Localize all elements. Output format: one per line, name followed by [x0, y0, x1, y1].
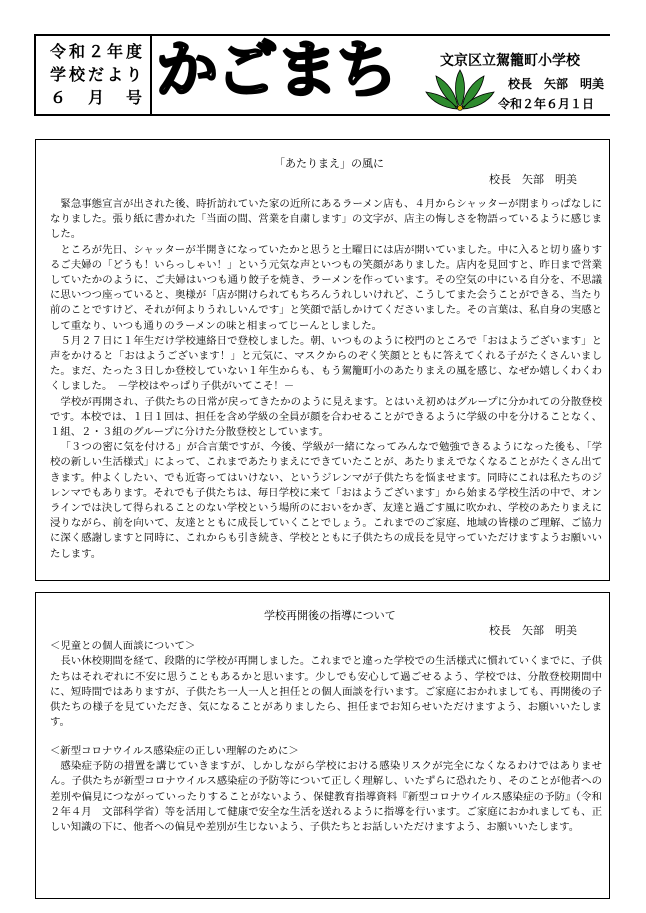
- article1-author: 校長 矢部 明美: [489, 173, 577, 186]
- article1-paragraph: 緊急事態宣言が出された後、時折訪れていた家の近所にあるラーメン店も、４月からシャッターが閉まりっぱなしになりました。張り紙に書かれた「当面の間、営業を自粛します」の文字が、店主の悔しさを物語っているように感じました。: [50, 198, 602, 241]
- section-text-covid: 感染症予防の措置を講じていきますが、しかしながら学校における感染リスクが完全になくなるわけではありません。子供たちが新型コロナウイルス感染症の予防等について正しく理解し、いたずらに恐れたり、そのことが他者への差別や偏見につながっていったりすることがないよう、保健教育指導資料『新型コロナウイルス感染症の予防』（令和２年４月 文部科学省）等を活用して健康で安全な生活を送れるように指導を行います。ご家庭におかれましても、正しい知識の下に、他者への偏見や差別が生じないよう、子供たちとお話しいただけますよう、お願いいたします。: [50, 760, 602, 834]
- header-bottom-rule: [152, 114, 610, 116]
- article1-title: 「あたりまえ」の風に: [274, 157, 384, 170]
- article2-author: 校長 矢部 明美: [489, 624, 577, 637]
- issue-date: 令和２年６月１日: [498, 97, 595, 111]
- article1-body: [50, 197, 602, 562]
- article2-body: [50, 639, 602, 836]
- section-heading-covid: ＜新型コロナウイルス感染症の正しい理解のために＞: [50, 744, 299, 757]
- article1-paragraph: ５月２７日に１年生だけ学校連絡日で登校しました。朝、いつものように校門のところで「おはようございます」と声をかけると「おはようございます！」と元気に、マスクからのぞく笑顔とともに答えてくれる子がたくさんいました。まだ、たった３日しか登校していない１年生からも、もう駕籠町小のあたりまえの風を感じ、なぜか嬉しくわくわくしました。 －学校はやっぱり子供がいてこそ！－: [50, 334, 602, 393]
- issue-box: [34, 34, 152, 116]
- article1-paragraph: 「３つの密に気を付ける」が合言葉ですが、今後、学級が一緒になってみんなで勉強できるようになった後も、「学校の新しい生活様式」によって、これまであたりまえにできていたことが、あたりまえでなくなることがたくさん出てきます。仲よくしたい、でも近寄ってはいけない、というジレンマが子供たちを悩ませます。同時にこれは私たちのジレンマでもあります。それでも子供たちは、毎日学校に来て「おはようございます」から始まる学校生活の中で、オンラインでは決して得られることのない学校という場所のにおいをかぎ、友達と過ごす風に吹かれ、学校のあたりまえに浸りながら、前を向いて、友達とともに成長していくことでしょう。これまでのご家庭、地域の皆様のご理解、ご協力に深く感謝しますと同時に、これからも引き続き、学校とともに子供たちの成長を見守っていただけますようお願いいたします。: [50, 441, 602, 560]
- issue-type: 学校だより: [50, 65, 146, 84]
- masthead-title: かごまち: [156, 33, 397, 106]
- article1-paragraph: ところが先日、シャッターが半開きになっていたかと思うと土曜日には店が開いていました。中に入ると切り盛りするご夫婦の「どうも！いらっしゃい！」という元気な声といつもの笑顔がありました。店内を見回すと、昨日まで営業していたかのように、ご夫婦はいつも通り餃子を焼き、ラーメンを作っています。その空気の中にいる自分を、不思議に思いつつ座っていると、奥様が「店が開けられてもちろんうれしいけれど、こうしてまた会うことができる、当たり前のことですけど、それが何よりうれしいんです」と笑顔で話しかけてくださいました。その言葉は、私自身の実感として重なり、いつも通りのラーメンの味と相まってじーんとしました。: [50, 243, 602, 332]
- article-school-reopening: [35, 592, 610, 899]
- section-heading-interview: ＜児童との個人面談について＞: [50, 640, 196, 652]
- article-atarimae: [35, 139, 610, 581]
- article1-paragraph: 学校が再開され、子供たちの日常が戻ってきたかのように見えます。とはいえ初めはグループに分かれての分散登校です。本校では、１日１回は、担任を含め学級の全員が顔を合わせることができるように学級の中を分けることなく、１組、２・３組のグループに分けた分散登校としています。: [50, 395, 602, 439]
- section-text-interview: 長い休校期間を経て、段階的に学校が再開しました。これまでと違った学校での生活様式に慣れていくまでに、子供たちはそれぞれに不安に思うこともあるかと思います。少しでも安心して過ごせるよう、学校では、分散登校期間中に、短時間ではありますが、子供たち一人一人と担任との個人面談を行います。ご家庭におかれましても、再開後の子供たちの様子を見ていただき、気になることがありましたら、担任までお知らせいただけますよう、お願いいたします。: [50, 655, 602, 729]
- issue-month: ６ 月 号: [50, 88, 146, 107]
- issue-year: 令和２年度: [50, 42, 146, 61]
- school-emblem-icon: [424, 68, 496, 112]
- school-name: 文京区立駕籠町小学校: [440, 53, 580, 69]
- article2-title: 学校再開後の指導について: [264, 609, 396, 622]
- principal-name: 校長 矢部 明美: [508, 77, 605, 91]
